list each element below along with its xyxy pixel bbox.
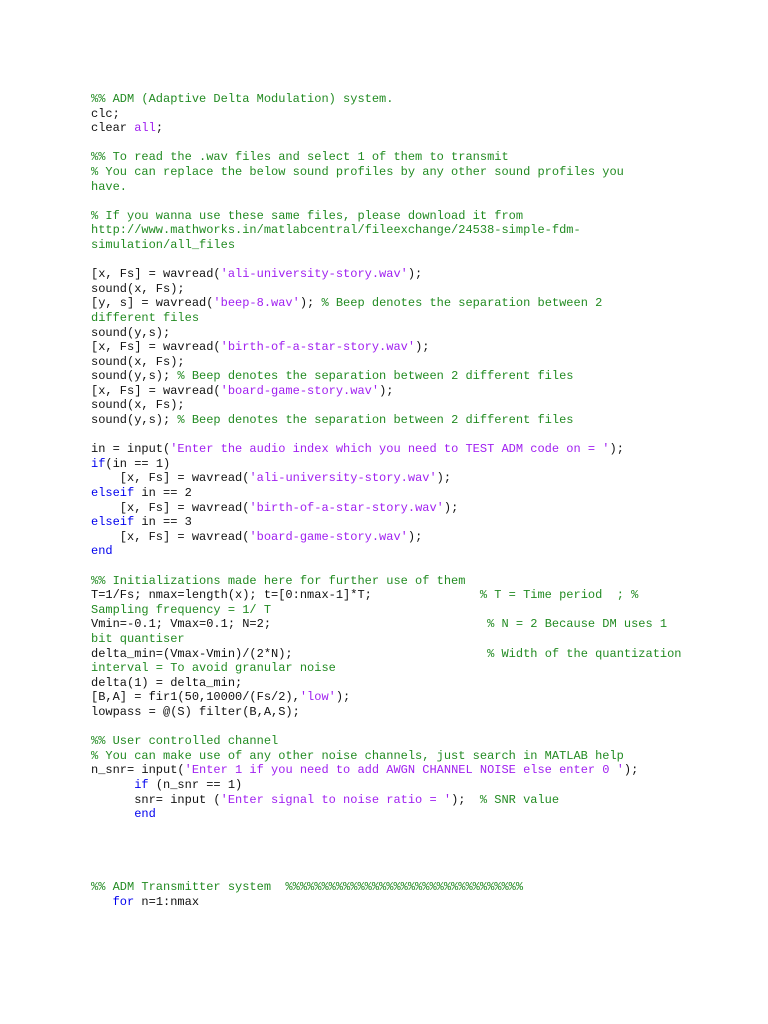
- code-line: [91, 807, 751, 822]
- code-text: clear: [91, 121, 135, 136]
- blank-line: [91, 851, 751, 866]
- blank-line: [91, 865, 751, 880]
- blank-line: [91, 822, 751, 837]
- code-text: lowpass = @(S) filter(B,A,S);: [91, 704, 300, 719]
- blank-line: [91, 836, 751, 851]
- string-text: 'low': [299, 690, 336, 705]
- code-line: [91, 282, 751, 297]
- code-text: (n_snr == 1): [148, 777, 243, 792]
- code-line: [91, 326, 751, 341]
- code-text: );: [443, 500, 459, 515]
- comment-text: % Beep denotes the separation between 2: [321, 296, 603, 311]
- code-line: [91, 340, 751, 355]
- blank-line: [91, 194, 751, 209]
- code-text: );: [609, 442, 624, 457]
- string-text: all: [134, 121, 156, 136]
- comment-text: different files: [91, 310, 200, 325]
- comment-text: % You can make use of any other noise channels, just search in MATLAB help: [91, 748, 624, 763]
- code-line: [91, 369, 751, 384]
- comment-text: % T = Time period ; %: [479, 588, 639, 603]
- code-line: [91, 311, 751, 326]
- code-text: [x, Fs] = wavread(: [91, 383, 221, 398]
- code-line: [91, 486, 751, 501]
- code-text: ;: [155, 121, 164, 136]
- code-line: [91, 676, 751, 691]
- code-line: [91, 632, 751, 647]
- code-text: n=1:nmax: [134, 894, 200, 909]
- code-text: sound(y,s);: [91, 413, 178, 428]
- comment-text: % Beep denotes the separation between 2 different files: [177, 369, 574, 384]
- code-text: n_snr= input(: [91, 763, 185, 778]
- code-line: [91, 690, 751, 705]
- code-text: delta_min=(Vmax-Vmin)/(2*N);: [91, 646, 488, 661]
- code-line: [91, 617, 751, 632]
- code-line: [91, 398, 751, 413]
- comment-text: % You can replace the below sound profiles by any other sound profiles you: [91, 164, 624, 179]
- code-line: [91, 107, 751, 122]
- comment-text: simulation/all_files: [91, 237, 236, 252]
- comment-text: interval = To avoid granular noise: [91, 661, 336, 676]
- code-line: [91, 501, 751, 516]
- code-line: [91, 880, 751, 895]
- comment-text: %% ADM Transmitter system %%%%%%%%%%%%%%%%%%%%%%%%%%%%%%%%%: [91, 880, 524, 895]
- code-line: [91, 763, 751, 778]
- string-text: 'Enter 1 if you need to add AWGN CHANNEL NOISE else enter 0 ': [184, 763, 624, 778]
- keyword-text: end: [134, 807, 156, 822]
- comment-text: Sampling frequency = 1/ T: [91, 602, 272, 617]
- code-text: );: [299, 296, 322, 311]
- string-text: 'ali-university-story.wav': [249, 471, 437, 486]
- code-line: [91, 778, 751, 793]
- code-line: [91, 121, 751, 136]
- code-text: (in == 1): [105, 456, 171, 471]
- code-text: [B,A] = fir1(50,10000/(Fs/2),: [91, 690, 300, 705]
- code-line: [91, 705, 751, 720]
- code-text: sound(x, Fs);: [91, 354, 185, 369]
- comment-text: % Beep denotes the separation between 2 different files: [177, 413, 574, 428]
- keyword-text: end: [91, 544, 113, 559]
- keyword-text: elseif: [91, 515, 135, 530]
- string-text: 'Enter signal to noise ratio = ': [220, 792, 452, 807]
- comment-text: %% ADM (Adaptive Delta Modulation) system.: [91, 92, 394, 106]
- blank-line: [91, 559, 751, 574]
- code-text: );: [623, 763, 639, 778]
- comment-text: bit quantiser: [91, 631, 185, 646]
- comment-text: http://www.mathworks.in/matlabcentral/fileexchange/24538-simple-fdm-: [91, 223, 581, 238]
- code-text: sound(y,s);: [91, 325, 171, 340]
- code-line: [91, 647, 751, 662]
- code-text: );: [436, 471, 452, 486]
- code-line: [91, 457, 751, 472]
- code-text: in == 3: [134, 515, 192, 530]
- code-line: [91, 413, 751, 428]
- code-text: [x, Fs] = wavread(: [91, 267, 221, 282]
- code-line: [91, 296, 751, 311]
- code-line: [91, 165, 751, 180]
- code-text: );: [379, 383, 394, 398]
- code-text: clc;: [91, 106, 120, 121]
- code-line: [91, 384, 751, 399]
- code-text: [x, Fs] = wavread(: [91, 471, 250, 486]
- code-text: sound(y,s);: [91, 369, 178, 384]
- code-text: [y, s] = wavread(: [91, 296, 214, 311]
- string-text: 'ali-university-story.wav': [220, 267, 408, 282]
- code-text: [x, Fs] = wavread(: [91, 529, 250, 544]
- code-listing: [91, 92, 751, 909]
- code-line: [91, 734, 751, 749]
- code-text: sound(x, Fs);: [91, 398, 185, 413]
- code-line: [91, 223, 751, 238]
- string-text: 'beep-8.wav': [213, 296, 300, 311]
- code-line: [91, 442, 751, 457]
- code-text: sound(x, Fs);: [91, 281, 185, 296]
- code-line: [91, 92, 751, 107]
- code-text: in == 2: [134, 486, 192, 501]
- code-line: [91, 267, 751, 282]
- comment-text: %% User controlled channel: [91, 734, 279, 749]
- code-line: [91, 150, 751, 165]
- string-text: 'board-game-story.wav': [249, 529, 408, 544]
- code-text: in = input(: [91, 442, 171, 457]
- comment-text: %% Initializations made here for further use of them: [91, 573, 466, 588]
- string-text: 'birth-of-a-star-story.wav': [249, 500, 444, 515]
- keyword-text: if: [134, 777, 149, 792]
- blank-line: [91, 136, 751, 151]
- code-text: [x, Fs] = wavread(: [91, 340, 221, 355]
- string-text: 'Enter the audio index which you need to TEST ADM code on = ': [170, 442, 610, 457]
- code-line: [91, 661, 751, 676]
- code-line: [91, 793, 751, 808]
- keyword-text: elseif: [91, 486, 135, 501]
- code-text: );: [407, 267, 423, 282]
- code-line: [91, 209, 751, 224]
- comment-text: % N = 2 Because DM uses 1: [487, 617, 668, 632]
- code-line: [91, 515, 751, 530]
- comment-text: have.: [91, 179, 128, 194]
- code-line: [91, 574, 751, 589]
- comment-text: % Width of the quantization: [487, 646, 682, 661]
- code-line: [91, 238, 751, 253]
- code-line: [91, 530, 751, 545]
- blank-line: [91, 428, 751, 443]
- code-line: [91, 603, 751, 618]
- code-text: T=1/Fs; nmax=length(x); t=[0:nmax-1]*T;: [91, 588, 480, 603]
- code-text: );: [415, 340, 430, 355]
- comment-text: %% To read the .wav files and select 1 of them to transmit: [91, 150, 509, 165]
- string-text: 'birth-of-a-star-story.wav': [220, 340, 416, 355]
- string-text: 'board-game-story.wav': [220, 383, 380, 398]
- code-text: [91, 895, 113, 909]
- blank-line: [91, 253, 751, 268]
- code-line: [91, 895, 751, 910]
- code-line: [91, 355, 751, 370]
- code-line: [91, 544, 751, 559]
- comment-text: % If you wanna use these same files, please download it from: [91, 208, 524, 223]
- blank-line: [91, 720, 751, 735]
- code-text: [91, 807, 134, 821]
- code-text: Vmin=-0.1; Vmax=0.1; N=2;: [91, 617, 488, 632]
- code-text: [x, Fs] = wavread(: [91, 500, 250, 515]
- keyword-text: for: [112, 894, 135, 909]
- keyword-text: if: [91, 456, 106, 471]
- code-line: [91, 471, 751, 486]
- code-text: );: [451, 792, 480, 807]
- code-text: );: [407, 529, 423, 544]
- code-line: [91, 749, 751, 764]
- code-line: [91, 588, 751, 603]
- code-text: snr= input (: [91, 792, 221, 807]
- comment-text: % SNR value: [479, 792, 560, 807]
- code-line: [91, 180, 751, 195]
- code-text: );: [335, 690, 351, 705]
- code-text: [91, 778, 134, 792]
- code-text: delta(1) = delta_min;: [91, 675, 243, 690]
